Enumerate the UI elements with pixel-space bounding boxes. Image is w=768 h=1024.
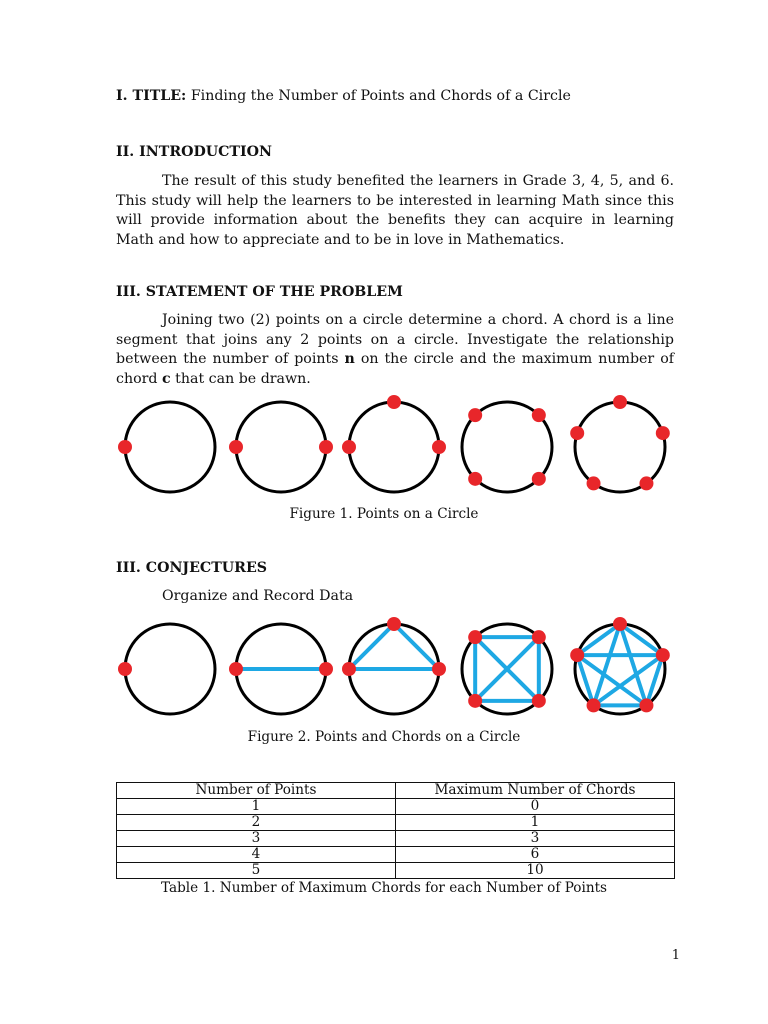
header-number-of-points: Number of Points [117,783,396,799]
table-cell: 4 [117,847,396,863]
point-dot [342,662,356,676]
title-label: I. TITLE: [116,88,187,104]
table-cell: 10 [396,863,675,879]
point-dot [532,630,546,644]
chord-line [620,624,646,705]
introduction-heading: II. INTRODUCTION [116,144,272,160]
table-cell: 1 [117,799,396,815]
point-dot [656,648,670,662]
point-dot [319,662,333,676]
circle-figure-1-points [118,402,215,492]
circle-figure-2-points [229,402,333,492]
problem-text-1: Joining two (2) points on a circle determine a chord. A chord is a line segment that joins any 2 points on a circle. Investigate the relationship between the number of points [116,312,674,368]
point-dot [468,630,482,644]
point-dot [587,698,601,712]
problem-text-2: on the circle and the maximum number of chord [116,351,674,387]
point-dot [468,472,482,486]
variable-c: c [162,370,171,387]
figure-1-caption: Figure 1. Points on a Circle [289,506,479,522]
point-dot [432,440,446,454]
point-dot [387,617,401,631]
table-cell: 3 [396,831,675,847]
point-dot [532,694,546,708]
conjectures-subheading: Organize and Record Data [162,588,354,604]
point-dot [229,440,243,454]
point-dot [468,694,482,708]
table-cell: 5 [117,863,396,879]
circle-outline [349,402,439,492]
figure-2-points-and-chords [0,612,768,724]
point-dot [587,476,601,490]
table-header-row [117,783,675,799]
circle-figure-5-points [570,395,670,492]
chord-line [594,624,620,705]
point-dot [432,662,446,676]
point-dot [118,662,132,676]
problem-heading: III. STATEMENT OF THE PROBLEM [116,284,403,300]
point-dot [613,617,627,631]
figure-2-caption: Figure 2. Points and Chords on a Circle [247,729,521,745]
table-cell: 0 [396,799,675,815]
circle-figure-3-points [342,395,446,492]
table-cell: 3 [117,831,396,847]
table-row [117,863,675,879]
point-dot [532,472,546,486]
points-chords-table [116,782,675,879]
problem-text-3: that can be drawn. [170,370,311,387]
circle-outline [125,624,215,714]
chord-line [577,655,646,705]
table-caption: Table 1. Number of Maximum Chords for each Number of Points [160,880,608,896]
point-dot [319,440,333,454]
introduction-paragraph: The result of this study benefited the learners in Grade 3, 4, 5, and 6. This study will help the learners to be interested in learning Math since this will provide information about the benefits they can acquire in learning Math and how to appreciate and to be in love in Mathematics. [116,173,674,248]
point-dot [639,476,653,490]
point-dot [118,440,132,454]
title-line [116,87,674,107]
problem-paragraph [116,311,674,389]
point-dot [656,426,670,440]
circle-outline [575,402,665,492]
variable-n: n [344,351,355,368]
table-row [117,831,675,847]
title-text: Finding the Number of Points and Chords of a Circle [190,88,571,104]
conjectures-heading: III. CONJECTURES [116,560,268,576]
point-dot [342,440,356,454]
point-dot [639,698,653,712]
point-dot [570,648,584,662]
point-dot [532,408,546,422]
point-dot [387,395,401,409]
table-cell: 1 [396,815,675,831]
figure-1-points-on-circle [0,390,768,502]
table-row [117,799,675,815]
table-cell: 6 [396,847,675,863]
circle-figure-4-points [462,624,552,714]
page-number: 1 [671,948,680,963]
circle-figure-2-points [229,624,333,714]
point-dot [229,662,243,676]
circle-figure-3-points [342,617,446,714]
chord-line [594,655,663,705]
point-dot [613,395,627,409]
table-cell: 2 [117,815,396,831]
table-row [117,815,675,831]
circle-outline [236,402,326,492]
circle-figure-4-points [462,402,552,492]
circle-figure-5-points [570,617,670,714]
circle-outline [125,402,215,492]
point-dot [468,408,482,422]
point-dot [570,426,584,440]
header-max-chords: Maximum Number of Chords [396,783,675,799]
table-row [117,847,675,863]
circle-outline [575,624,665,714]
circle-figure-1-points [118,624,215,714]
